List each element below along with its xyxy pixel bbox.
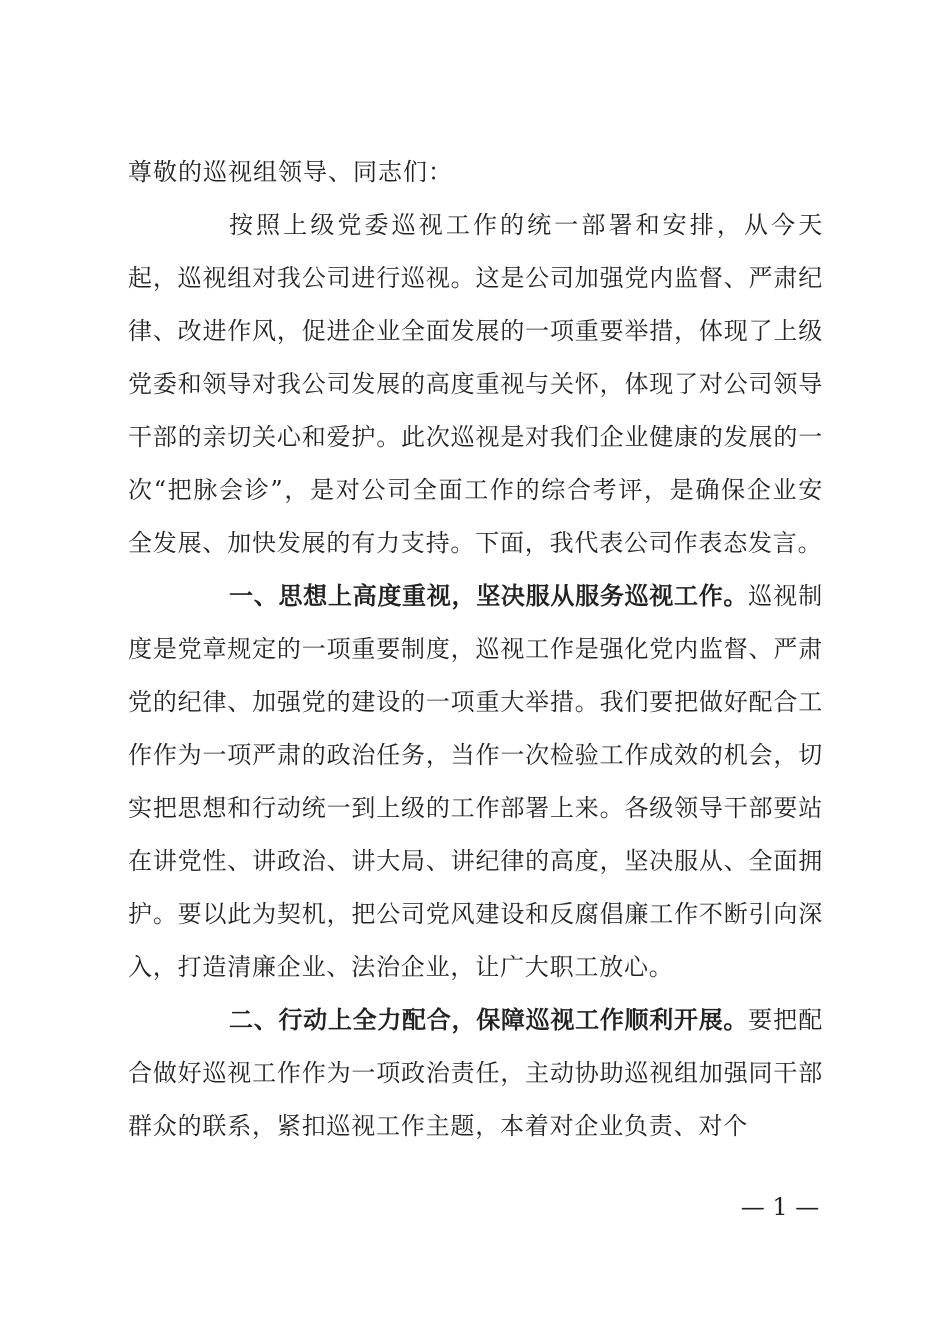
page-number: — 1 —: [740, 1193, 820, 1221]
paragraph-intro: [128, 199, 823, 570]
paragraph-section-one: [128, 570, 823, 994]
paragraph-section-two: [128, 994, 823, 1153]
salutation: 尊敬的巡视组领导、同志们：: [128, 158, 453, 186]
section-two-heading: 二、行动上全力配合，保障巡视工作顺利开展。: [229, 1006, 749, 1034]
paragraph-text: 巡视制度是党章规定的一项重要制度，巡视工作是强化党内监督、严肃党的纪律、加强党的建设的一项重大举措。我们要把做好配合工作作为一项严肃的政治任务，当作一次检验工作成效的机会，切实把思想和行动统一到上级的工作部署上来。各级领导干部要站在讲党性、讲政治、讲大局、讲纪律的高度，坚决服从、全面拥护。要以此为契机，把公司党风建设和反腐倡廉工作不断引向深入，打造清廉企业、法治企业，让广大职工放心。: [128, 582, 823, 981]
document-body: [128, 146, 823, 1153]
paragraph-text: 按照上级党委巡视工作的统一部署和安排，从今天起，巡视组对我公司进行巡视。这是公司加强党内监督、严肃纪律、改进作风，促进企业全面发展的一项重要举措，体现了上级党委和领导对我公司发展的高度重视与关怀，体现了对公司领导干部的亲切关心和爱护。此次巡视是对我们企业健康的发展的一次“把脉会诊”，是对公司全面工作的综合考评，是确保企业安全发展、加快发展的有力支持。下面，我代表公司作表态发言。: [128, 211, 823, 557]
paragraph-text: 要把配合做好巡视工作作为一项政治责任，主动协助巡视组加强同干部群众的联系，紧扣巡视工作主题，本着对企业负责、对个: [128, 1006, 823, 1140]
section-one-heading: 一、思想上高度重视，坚决服从服务巡视工作。: [229, 582, 749, 610]
